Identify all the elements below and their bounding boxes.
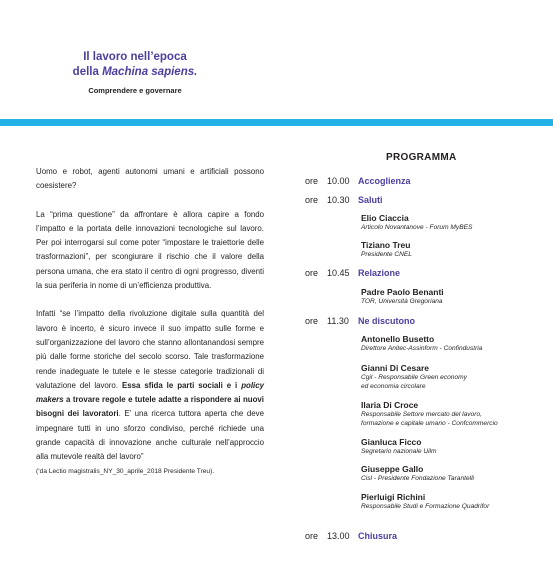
slot-time: 11.30 — [327, 316, 349, 326]
speaker-name: Ilaria Di Croce — [361, 400, 419, 410]
slot-ne-discutono — [305, 316, 415, 326]
speaker — [361, 213, 472, 233]
speaker — [361, 464, 474, 484]
slot-ore: ore — [305, 531, 319, 541]
speaker-role: Presidente CNEL — [361, 251, 412, 258]
speaker-role: Articolo Novantanove - Forum MyBES — [361, 224, 473, 231]
speaker-role-line-2: ed economia circolare — [361, 382, 426, 390]
speaker — [361, 400, 498, 428]
programma-title: PROGRAMMA — [386, 152, 457, 163]
speaker-name: Tiziano Treu — [361, 240, 411, 250]
slot-time: 10.00 — [327, 176, 350, 186]
paragraph-2: La “prima questione” da affrontare è allora capire a fondo l’impatto e la portata delle innovazioni tecnologiche sul lavoro. Per poi interrogarsi sul come poter “impostare le traiettorie delle trasformazioni”, per scongiurare il rischio che il valore della persona umana, che era stato il centro di ogni progresso, diventi la sua periferia in nome di un’efficienza produttiva. — [36, 209, 264, 291]
speaker — [361, 437, 437, 457]
speaker — [361, 492, 489, 512]
speaker — [361, 363, 467, 391]
paragraph-1: Uomo e robot, agenti autonomi umani e artificiali possono coesistere? — [36, 167, 264, 191]
paragraph-3-part-d: a trovare regole e tutele adatte a rispondere ai nuovi bisogni dei lavoratori — [36, 395, 264, 419]
slot-time: 13.00 — [327, 531, 350, 541]
speaker — [361, 287, 444, 307]
paragraph-3-part-c: policy makers — [36, 380, 264, 405]
paragraph-3-part-e: . E’ una ricerca tuttora aperta che deve impegnare tutti in uno sforzo condiviso, perché richiede una grande capacità di innovazione anche culturale nell’approccio alla mutevole realtà del lavoro” — [36, 409, 264, 462]
document-title — [0, 50, 270, 80]
slot-label: Ne discutono — [358, 316, 416, 326]
slot-label: Chiusura — [358, 531, 398, 541]
speaker-role: TOR, Università Gregoriana — [361, 298, 443, 305]
speaker-name: Gianluca Ficco — [361, 437, 422, 447]
slot-saluti — [305, 195, 383, 205]
speaker-name: Antonello Busetto — [361, 334, 435, 344]
header — [0, 50, 270, 95]
citation: (‘da Lectio magistralis_NY_30_aprile_2018 Presidente Treu). — [36, 467, 215, 475]
paragraph-3-part-a: Infatti “se l’impatto della rivoluzione digitale sulla quantità del lavoro è incerto, è sicuro invece il suo impatto sulle forme e sull’organizzazione del lavoro che stanno allontanandosi sempre più dalle forme storiche del secolo scorso. Tale trasformazione rende inadeguate le tutele e le stesse categorie tradizionali di valutazione del lavoro. — [36, 309, 264, 390]
slot-label: Accoglienza — [358, 176, 411, 186]
title-line-2-prefix: della — [72, 66, 103, 78]
slot-ore: ore — [305, 195, 319, 205]
speaker-role-line-2: formazione e capitale umano - Confcommercio — [361, 419, 498, 427]
intro-text — [36, 165, 264, 479]
slot-ore: ore — [305, 176, 319, 186]
slot-time: 10.45 — [327, 268, 350, 278]
speaker-name: Elio Ciaccia — [361, 213, 409, 223]
speaker — [361, 334, 482, 354]
slot-time: 10.30 — [327, 195, 350, 205]
speaker-role: Responsabile Settore mercato del lavoro, — [361, 411, 482, 418]
speaker-name: Pierluigi Richini — [361, 492, 426, 502]
slot-ore: ore — [305, 268, 319, 278]
slot-label: Relazione — [358, 268, 401, 278]
speaker-role: Responsabile Studi e Formazione Quadrifor — [361, 503, 490, 510]
speaker-name: Gianni Di Cesare — [361, 363, 430, 373]
slot-ore: ore — [305, 316, 319, 326]
speaker-role: Cisl - Presidente Fondazione Tarantelli — [361, 475, 475, 482]
speaker-role: Cgil - Responsabile Green economy — [361, 374, 467, 381]
speaker-role: Segretario nazionale Uilm — [361, 448, 437, 455]
speaker-name: Giuseppe Gallo — [361, 464, 424, 474]
slot-chiusura — [305, 531, 397, 541]
document-subtitle: Comprendere e governare — [88, 86, 182, 95]
title-line-2-italic: Machina sapiens. — [102, 66, 198, 78]
divider-bar — [0, 119, 553, 126]
title-line-1: Il lavoro nell’epoca — [83, 51, 187, 63]
slot-label: Saluti — [358, 195, 383, 205]
slot-accoglienza — [305, 176, 411, 186]
speaker — [361, 240, 412, 260]
paragraph-3-part-b: Essa sfida le parti sociali e i — [121, 380, 242, 390]
paragraph-3 — [36, 307, 264, 464]
speaker-role: Direttore Anitec-Assinform - Confindustria — [361, 345, 483, 352]
speaker-name: Padre Paolo Benanti — [361, 287, 444, 297]
slot-relazione — [305, 268, 400, 278]
